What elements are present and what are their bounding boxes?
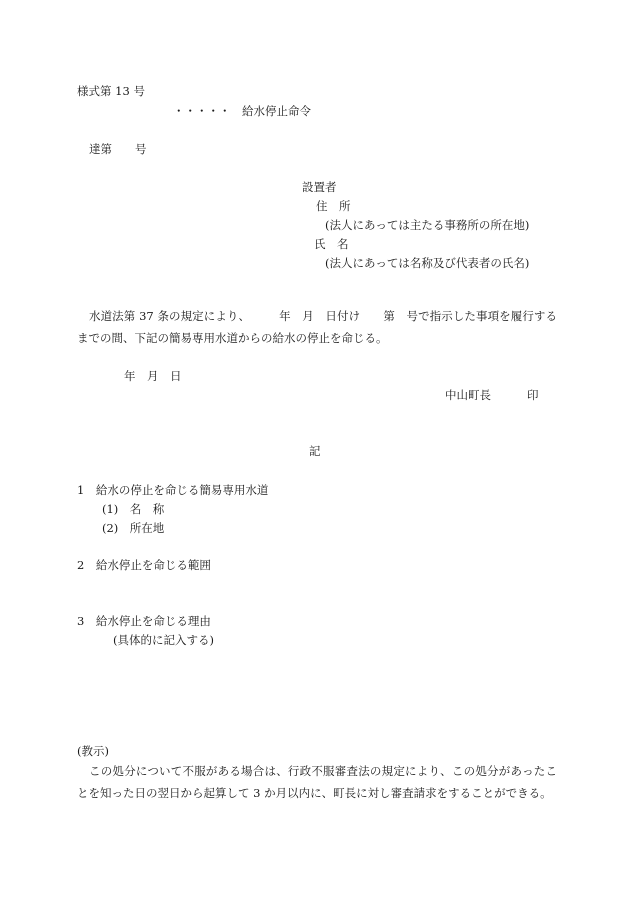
recipient-heading: 設置者 <box>302 180 337 194</box>
ki-heading: 記 <box>309 444 321 458</box>
recipient-name-label: 氏 名 <box>314 237 349 251</box>
item-2-heading: 2 給水停止を命じる範囲 <box>77 558 211 572</box>
issuer-title: 中山町長 <box>445 388 491 402</box>
recipient-address-note: (法人にあっては主たる事務所の所在地) <box>325 218 530 232</box>
document-number: 達第 号 <box>89 142 147 156</box>
item-1-sub-location: (2) 所在地 <box>102 521 165 535</box>
instruction-text: この処分について不服がある場合は、行政不服審査法の規定により、この処分があったことを知った日の翌日から起算して 3 か月以内に、町長に対し審査請求をすることができる。 <box>77 764 557 800</box>
item-1-sub-name: (1) 名 称 <box>102 502 165 516</box>
instruction-heading: (教示) <box>77 744 109 758</box>
recipient-address-label: 住 所 <box>316 199 351 213</box>
issue-date: 年 月 日 <box>124 369 182 383</box>
recipient-name-note: (法人にあっては名称及び代表者の氏名) <box>325 256 530 270</box>
item-3-note: (具体的に記入する) <box>113 633 214 647</box>
item-3-heading: 3 給水停止を命じる理由 <box>77 614 211 628</box>
document-title: ・・・・・ 給水停止命令 <box>173 104 311 118</box>
issuer-seal: 印 <box>527 388 539 402</box>
form-number: 様式第 13 号 <box>77 84 145 98</box>
item-1-heading: 1 給水の停止を命じる簡易専用水道 <box>77 483 269 497</box>
order-body-text: 水道法第 37 条の規定により、 年 月 日付け 第 号で指示した事項を履行するまでの間、下記の簡易専用水道からの給水の停止を命じる。 <box>77 309 557 345</box>
